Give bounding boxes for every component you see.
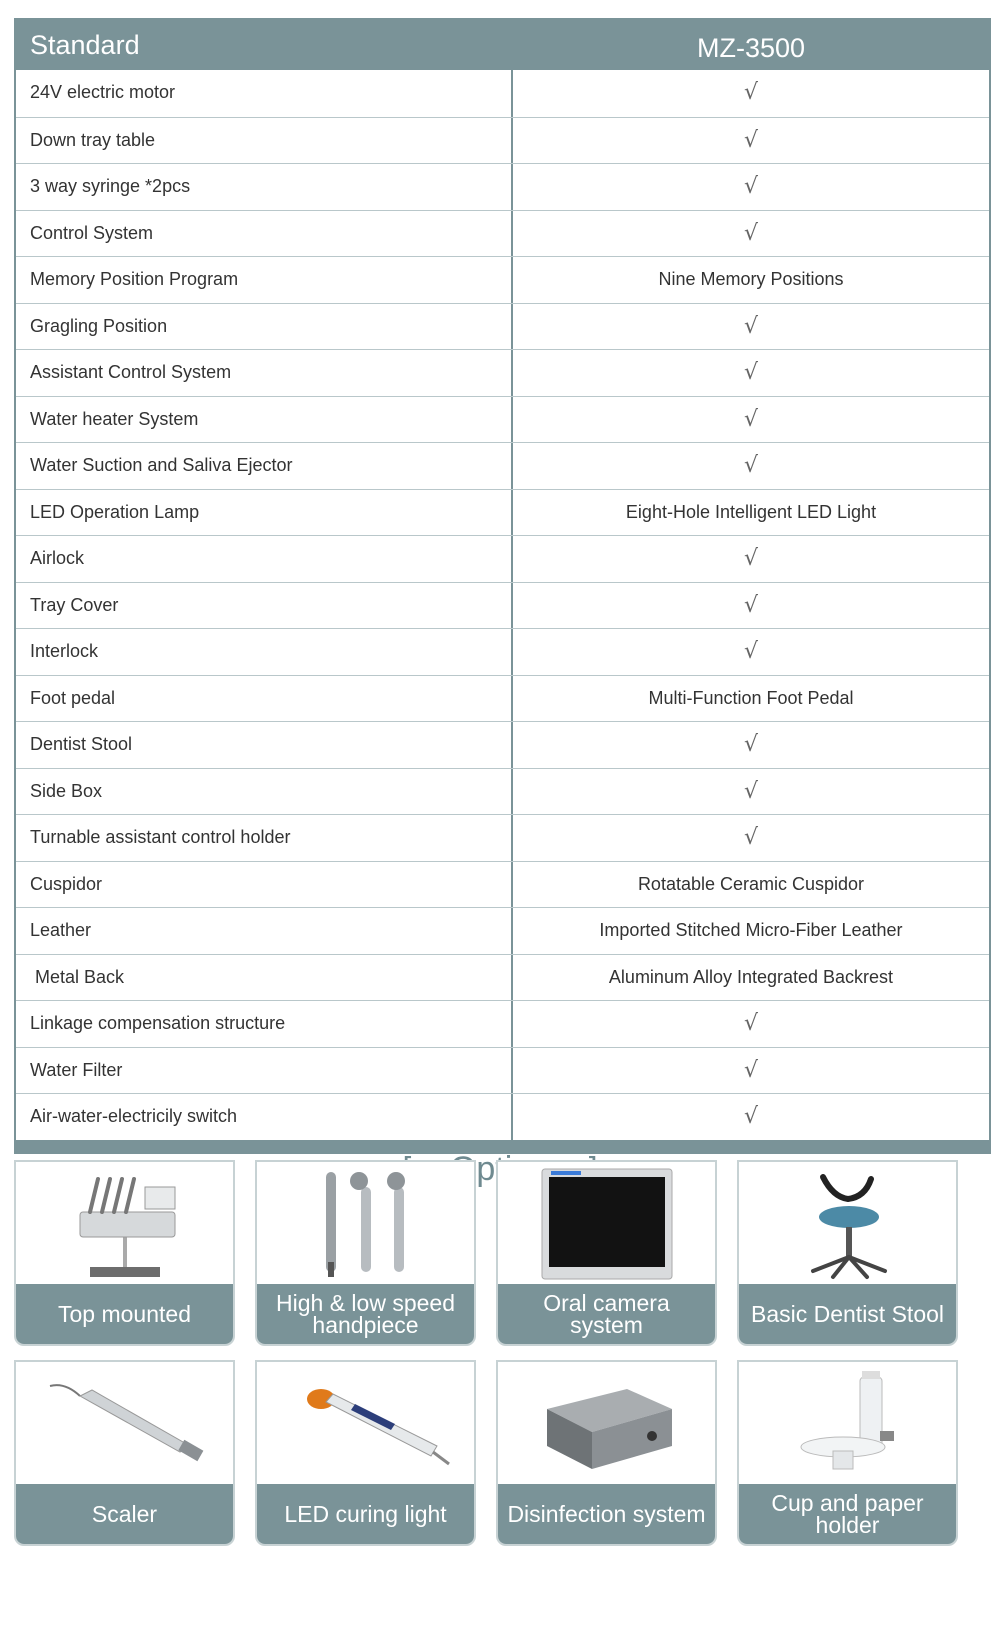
option-card-curing-light — [255, 1360, 476, 1546]
check-mark: √ — [743, 453, 759, 478]
spec-row — [16, 582, 989, 629]
spec-row — [16, 768, 989, 815]
option-label: Cup and paper holder — [739, 1484, 956, 1544]
option-card-disinfection — [496, 1360, 717, 1546]
spec-row — [16, 861, 989, 908]
check-mark: √ — [743, 1104, 759, 1129]
spec-row — [16, 675, 989, 722]
option-label: Basic Dentist Stool — [739, 1284, 956, 1344]
spec-feature: Gragling Position — [16, 304, 513, 350]
spec-value: Nine Memory Positions — [658, 269, 844, 289]
spec-feature: Memory Position Program — [16, 257, 513, 303]
spec-value: Imported Stitched Micro-Fiber Leather — [599, 920, 903, 940]
scaler-icon — [16, 1362, 233, 1486]
option-card-scaler — [14, 1360, 235, 1546]
spec-row — [16, 1047, 989, 1094]
spec-value: Eight-Hole Intelligent LED Light — [625, 501, 877, 522]
spec-row — [16, 117, 989, 164]
check-mark: √ — [743, 825, 759, 850]
check-mark: √ — [743, 732, 759, 757]
spec-row — [16, 396, 989, 443]
spec-table-body — [16, 70, 989, 1140]
spec-feature: Tray Cover — [16, 583, 513, 629]
check-mark: √ — [743, 778, 759, 804]
disinfection-box-icon — [498, 1362, 715, 1486]
spec-feature: Control System — [16, 211, 513, 257]
spec-feature: Cuspidor — [16, 862, 513, 908]
check-mark: √ — [743, 1057, 759, 1083]
check-mark: √ — [743, 220, 759, 246]
stool-icon — [739, 1162, 956, 1286]
spec-feature: Water Suction and Saliva Ejector — [16, 443, 513, 489]
check-mark: √ — [743, 313, 759, 339]
spec-feature: 24V electric motor — [16, 70, 513, 117]
option-label: High & low speed handpiece — [257, 1284, 474, 1344]
spec-value: Aluminum Alloy Integrated Backrest — [608, 966, 894, 987]
spec-feature: Dentist Stool — [16, 722, 513, 768]
spec-table-header — [16, 20, 989, 70]
check-mark: √ — [743, 174, 759, 199]
spec-feature: Side Box — [16, 769, 513, 815]
header-model: MZ-3500 — [696, 33, 806, 63]
spec-row — [16, 628, 989, 675]
option-card-handpiece — [255, 1160, 476, 1346]
spec-row — [16, 1000, 989, 1047]
option-card-oral-camera — [496, 1160, 717, 1346]
spec-row — [16, 814, 989, 861]
check-mark: √ — [743, 127, 759, 153]
spec-feature: Down tray table — [16, 118, 513, 164]
spec-feature: Airlock — [16, 536, 513, 582]
check-mark: √ — [743, 592, 759, 618]
spec-feature: Leather — [16, 908, 513, 954]
handpiece-icon — [257, 1162, 474, 1286]
check-mark: √ — [743, 639, 759, 664]
monitor-icon — [498, 1162, 715, 1286]
spec-row — [16, 256, 989, 303]
spec-row — [16, 442, 989, 489]
option-card-top-mounted — [14, 1160, 235, 1346]
spec-feature: Metal Back — [16, 955, 513, 1001]
spec-row — [16, 954, 989, 1001]
spec-value: Multi-Function Foot Pedal — [648, 687, 854, 708]
spec-row — [16, 1093, 989, 1140]
spec-feature: LED Operation Lamp — [16, 490, 513, 536]
option-card-dentist-stool — [737, 1160, 958, 1346]
option-label: Disinfection system — [498, 1484, 715, 1544]
spec-row — [16, 535, 989, 582]
option-label: LED curing light — [257, 1484, 474, 1544]
cup-holder-icon — [739, 1362, 956, 1486]
option-card-cup-holder — [737, 1360, 958, 1546]
option-label: Scaler — [16, 1484, 233, 1544]
spec-table — [14, 18, 991, 1154]
check-mark: √ — [743, 1011, 759, 1036]
spec-feature: Air-water-electricily switch — [16, 1094, 513, 1140]
spec-feature: Foot pedal — [16, 676, 513, 722]
spec-row — [16, 489, 989, 536]
spec-feature: Turnable assistant control holder — [16, 815, 513, 861]
spec-row — [16, 210, 989, 257]
curing-light-icon — [257, 1362, 474, 1486]
check-mark: √ — [743, 406, 759, 432]
spec-feature: 3 way syringe *2pcs — [16, 164, 513, 210]
spec-row — [16, 303, 989, 350]
spec-row — [16, 163, 989, 210]
spec-value: Rotatable Ceramic Cuspidor — [637, 873, 865, 894]
check-mark: √ — [743, 360, 759, 385]
spec-row — [16, 907, 989, 954]
spec-feature: Water Filter — [16, 1048, 513, 1094]
option-label: Oral camera system — [498, 1284, 715, 1344]
spec-feature: Linkage compensation structure — [16, 1001, 513, 1047]
option-label: Top mounted — [16, 1284, 233, 1344]
header-standard: Standard — [30, 30, 140, 60]
spec-feature: Interlock — [16, 629, 513, 675]
check-mark: √ — [743, 80, 759, 105]
spec-feature: Assistant Control System — [16, 350, 513, 396]
spec-row — [16, 349, 989, 396]
dental-delivery-unit-icon — [16, 1162, 233, 1286]
spec-row — [16, 70, 989, 117]
spec-row — [16, 721, 989, 768]
check-mark: √ — [743, 546, 759, 571]
spec-feature: Water heater System — [16, 397, 513, 443]
